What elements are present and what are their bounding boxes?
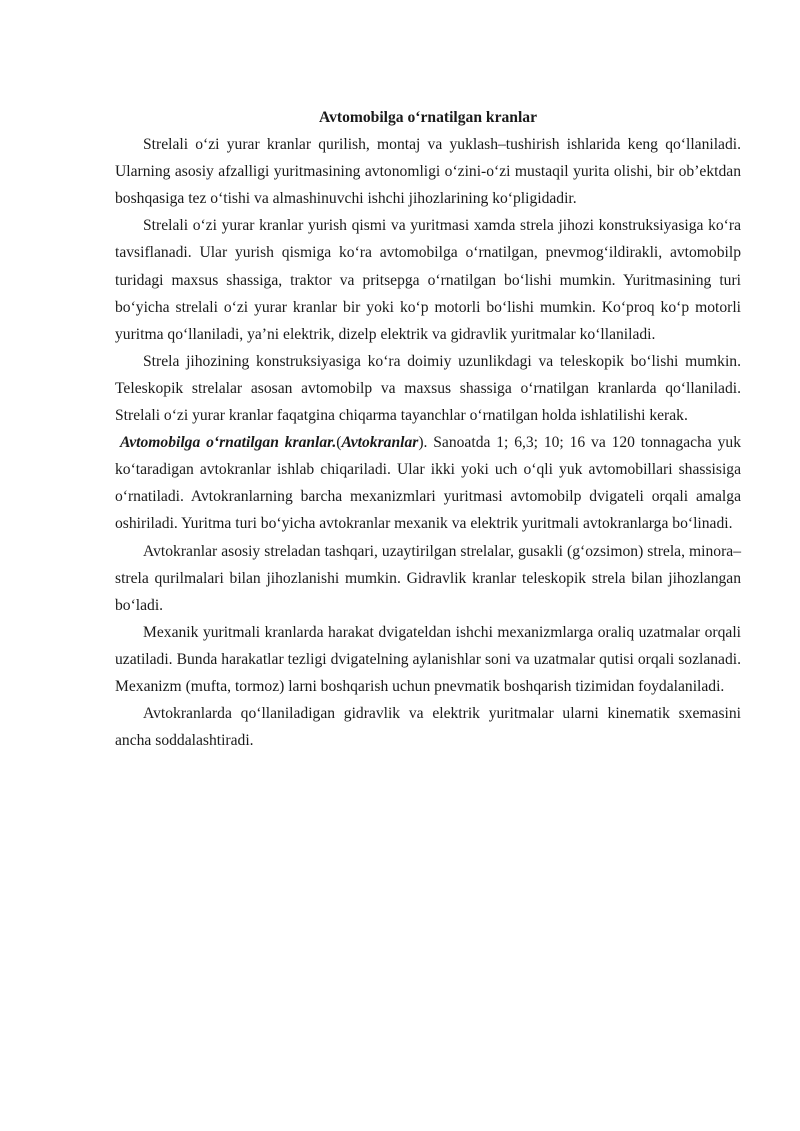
lead-term-2: Avtokranlar — [341, 434, 419, 452]
document-title: Avtomobilga o‘rnatilgan kranlar — [318, 109, 538, 126]
paragraph-3: Strela jihozining konstruksiyasiga ko‘ra doimiy uzunlikdagi va teleskopik bo‘lishi mumkin. Teleskopik strelalar asosan avtomobilp va maxsus shassiga o‘rnatilgan kranlarda qo‘llaniladi. Strelali o‘zi yurar kranlar faqatgina chiqarma tayanchlar o‘rnatilgan holda ishlatilishi kerak. — [115, 352, 741, 425]
paragraph-7: Avtokranlarda qo‘llaniladigan gidravlik va elektrik yuritmalar ularni kinematik sxemasini ancha soddalashtiradi. — [115, 705, 741, 750]
lead-term: Avtomobilga o‘rnatilgan kranlar. — [120, 434, 337, 452]
paragraph-1: Strelali o‘zi yurar kranlar qurilish, montaj va yuklash–tushirish ishlarida keng qo‘llaniladi. Ularning asosiy afzalligi yuritmasining avtonomligi o‘zini-o‘zi mustaqil yurita olishi, bir ob’ektdan boshqasiga tez o‘tishi va almashinuvchi ishchi jihozlarining ko‘pligidadir. — [115, 136, 741, 208]
document-page — [115, 104, 741, 754]
paragraph-6: Mexanik yuritmali kranlarda harakat dvigateldan ishchi mexanizmlarga oraliq uzatmalar orqali uzatiladi. Bunda harakatlar tezligi dvigatelning aylanishlar soni va uzatmalar qutisi orqali sozlanadi. Mexanizm (mufta, tormoz) larni boshqarish uchun pnevmatik boshqarish tizimidan foydalaniladi. — [115, 623, 741, 695]
lead-paren-open: ( — [336, 434, 342, 452]
paragraph-2: Strelali o‘zi yurar kranlar yurish qismi va yuritmasi xamda strela jihozi konstruksiyasiga ko‘ra tavsiflanadi. Ular yurish qismiga ko‘ra avtomobilga o‘rnatilgan, pnevmog‘ildirakli, avtomobilp turidagi maxsus shassiga, traktor va pritsepga o‘rnatilgan bo‘lishi mumkin. Yuritmasining turi bo‘yicha strelali o‘zi yurar kranlar bir yoki ko‘p motorli bo‘lishi mumkin. Ko‘proq ko‘p motorli yuritma qo‘llaniladi, ya’ni elektrik, dizelp elektrik va gidravlik yuritmalar ko‘llaniladi. — [115, 217, 741, 343]
paragraph-avtokranlar — [115, 429, 741, 537]
lead-text: ). Sanoatda 1; 6,3; 10; 16 va 120 tonnagacha yuk ko‘taradigan avtokranlar ishlab chiqariladi. Ular ikki yoki uch o‘qli yuk avtomobillari shassisiga o‘rnatiladi. Avtokranlarning barcha mexanizmlari yuritmasi avtomobilp dvigateli orqali amalga oshiriladi. Yuritma turi bo‘yicha avtokranlar mexanik va elektrik yuritmali avtokranlarga bo‘linadi. — [115, 434, 742, 533]
paragraph-5: Avtokranlar asosiy streladan tashqari, uzaytirilgan strelalar, gusakli (g‘ozsimon) strela, minora–strela qurilmalari bilan jihozlanishi mumkin. Gidravlik kranlar teleskopik strela bilan jihozlangan bo‘ladi. — [115, 542, 741, 614]
